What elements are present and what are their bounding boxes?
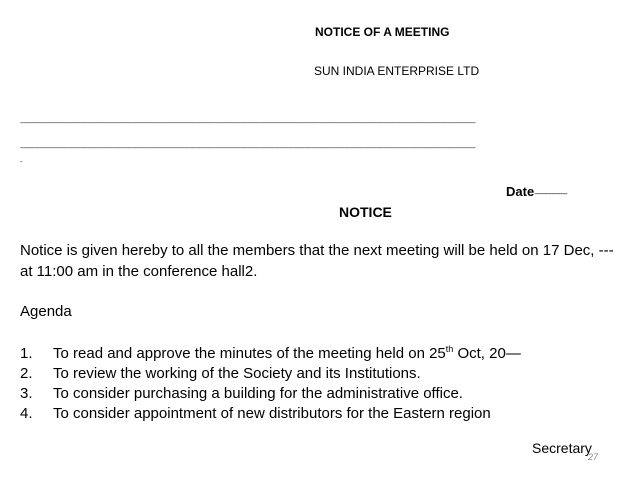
agenda-item-text: To review the working of the Society and its Institutions. xyxy=(53,365,421,382)
document-title: NOTICE OF A MEETING xyxy=(315,25,450,39)
dashed-separator: - xyxy=(20,159,22,166)
page-number: 27 xyxy=(588,452,599,462)
agenda-item-text: To consider purchasing a building for the administrative office. xyxy=(53,385,463,402)
agenda-label: Agenda xyxy=(20,303,72,320)
agenda-item-number: 4. xyxy=(20,405,33,422)
agenda-item-number: 2. xyxy=(20,365,33,382)
agenda-item-text-part: Oct, 20— xyxy=(453,345,521,362)
agenda-item xyxy=(20,344,521,364)
date-field xyxy=(506,184,567,199)
agenda-item xyxy=(20,404,521,424)
signatory-label: Secretary xyxy=(532,440,592,456)
date-label: Date xyxy=(506,184,535,199)
agenda-item-text: To consider appointment of new distributors for the Eastern region xyxy=(53,405,491,422)
agenda-item-text xyxy=(53,344,521,364)
agenda-item-text-part: To read and approve the minutes of the meeting held on 25 xyxy=(53,345,446,362)
agenda-item xyxy=(20,384,521,404)
ordinal-suffix: th xyxy=(445,344,454,354)
agenda-item-number: 3. xyxy=(20,385,33,402)
dashed-separator: ----------------------------------------------------------------------------------------------------------------------------------------------------------------------------------------------------------------------------------------------------------------------- xyxy=(20,145,476,152)
agenda-list xyxy=(20,344,521,424)
agenda-item xyxy=(20,364,521,384)
company-name: SUN INDIA ENTERPRISE LTD xyxy=(314,64,480,78)
date-blank: ------------------- xyxy=(534,191,568,198)
dashed-separator: ----------------------------------------------------------------------------------------------------------------------------------------------------------------------------------------------------------------------------------------------------------------------- xyxy=(20,120,476,127)
agenda-item-number: 1. xyxy=(20,345,33,362)
notice-heading: NOTICE xyxy=(339,204,392,220)
notice-body: Notice is given hereby to all the members that the next meeting will be held on 17 Dec, --- at 11:00 am in the conference hall2. xyxy=(20,242,614,280)
